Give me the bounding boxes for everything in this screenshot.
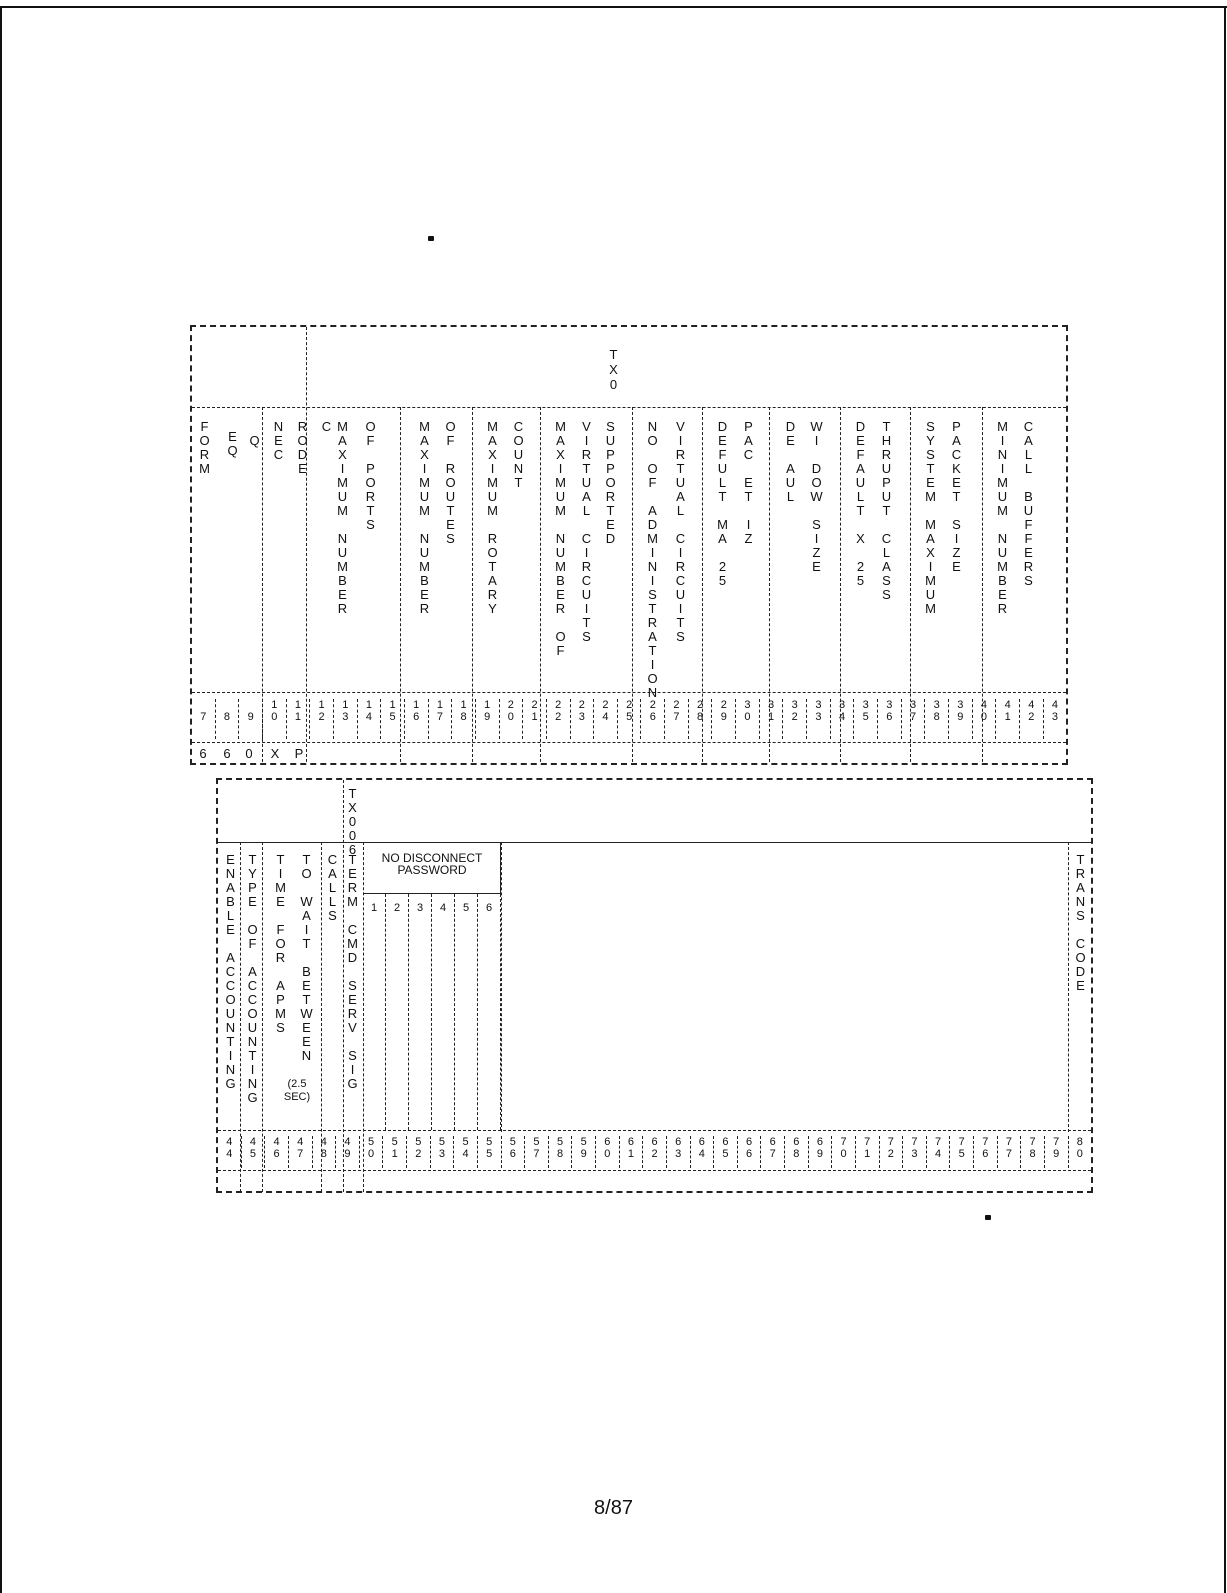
column-number [310, 699, 334, 739]
form-tx006-numbers-divider [218, 1130, 1091, 1131]
column-number [239, 699, 263, 739]
column-number [381, 699, 405, 739]
column-number-digit: 7 [1053, 1136, 1060, 1148]
column-number-digit: 5 [626, 711, 633, 723]
column-number-digit: 4 [1004, 699, 1011, 711]
column-number [832, 1136, 856, 1168]
column-number-digit: 3 [768, 699, 775, 711]
column-number-digit: 7 [533, 1148, 540, 1160]
col-header-admin-vc: VIRTUAL CIRCUITS [673, 419, 688, 643]
page-border-right [1224, 6, 1226, 1593]
column-number-digit: 4 [935, 1148, 942, 1160]
column-number-digit: 2 [555, 699, 562, 711]
column-number-digit: 8 [793, 1148, 800, 1160]
column-number [761, 1136, 785, 1168]
column-number-digit: 4 [344, 1136, 351, 1148]
column-number-digit: 0 [604, 1148, 611, 1160]
column-number [1021, 1136, 1045, 1168]
column-number-digit: 1 [864, 1148, 871, 1160]
form-tx006 [216, 778, 1093, 1193]
column-number [831, 699, 855, 739]
password-position [455, 894, 478, 1130]
page-number: 8/87 [594, 1497, 633, 1519]
column-number [571, 699, 595, 739]
column-number-digit: 2 [318, 711, 325, 723]
column-number-digit: 5 [391, 1136, 398, 1148]
column-number [502, 1136, 526, 1168]
column-number-digit: 4 [320, 1136, 327, 1148]
col-header-max-vc: MAXIMUM NUMBER OF [553, 419, 568, 657]
col-header-admin: NO OF ADMINISTRATION [645, 419, 660, 699]
column-number [1044, 699, 1067, 739]
column-number-digit: 6 [651, 1136, 658, 1148]
column-number-digit: 5 [486, 1148, 493, 1160]
password-position-label: 2 [393, 902, 401, 914]
entry-value: P [294, 746, 304, 761]
column-number-digit: 5 [722, 1148, 729, 1160]
column-number-digit: 6 [627, 1136, 634, 1148]
column-number [1045, 1136, 1069, 1168]
password-position [363, 894, 386, 1130]
col-header-of-ports: OF PORTS [363, 419, 378, 531]
col-header-max-routes: MAXIMUM NUMBER [417, 419, 432, 615]
column-number [643, 1136, 667, 1168]
column-number-digit: 6 [413, 711, 420, 723]
column-number [334, 699, 358, 739]
col-header-default-max: DEFULT MA 25 [715, 419, 730, 587]
column-number [712, 699, 736, 739]
column-number-digit: 3 [909, 699, 917, 711]
column-number-digit: 1 [365, 699, 372, 711]
column-number-digit: 3 [815, 711, 822, 723]
col-header-wait-between: TO WAIT BETWEEN [299, 852, 314, 1062]
column-number-digit: 6 [649, 711, 656, 723]
column-number-digit: 6 [816, 1136, 823, 1148]
column-number-digit: 8 [320, 1148, 327, 1160]
column-number-digit: 4 [980, 699, 988, 711]
form-tx006-title: TX006 [345, 786, 360, 856]
password-positions [363, 894, 501, 1130]
column-number-digit: 5 [415, 1136, 422, 1148]
column-number-digit: 4 [462, 1148, 469, 1160]
column-number-digit: 9 [1053, 1148, 1060, 1160]
column-number-digit: 4 [226, 1148, 233, 1160]
col-sep [343, 780, 344, 1192]
column-number [1069, 1136, 1092, 1168]
form-tx0 [190, 325, 1068, 765]
column-number-digit: 0 [368, 1148, 375, 1160]
password-position-label: 4 [439, 902, 447, 914]
form-tx006-header-divider [218, 842, 1091, 843]
column-number [949, 699, 973, 739]
column-number-digit: 3 [815, 699, 822, 711]
col-header-trans-code: TRANS CODE [1073, 852, 1088, 992]
password-position-label: 6 [485, 902, 493, 914]
col-header-eq: EQ [225, 429, 240, 457]
column-number-digit: 3 [886, 699, 893, 711]
column-number-strip [192, 699, 1066, 739]
column-number-digit: 8 [697, 711, 704, 723]
column-number-digit: 7 [982, 1136, 989, 1148]
column-number-digit: 8 [1029, 1148, 1036, 1160]
column-number-digit: 2 [415, 1148, 422, 1160]
column-number-digit: 2 [531, 699, 538, 711]
password-position [409, 894, 432, 1130]
password-position [386, 894, 409, 1130]
col-header-sys-packet-size: PACKET SIZE [949, 419, 964, 573]
column-number-digit: 7 [958, 1136, 965, 1148]
column-number-digit: 1 [436, 699, 443, 711]
col-header-packet-size: PAC ET IZ [741, 419, 756, 545]
column-number [738, 1136, 762, 1168]
col-header-max-ports: MAXIMUM NUMBER [335, 419, 350, 615]
col-header-call-buffers: CALL BUFFERS [1021, 419, 1036, 587]
column-number-digit: 5 [862, 711, 869, 723]
column-number-digit: 3 [744, 699, 751, 711]
column-number-digit: 2 [720, 699, 727, 711]
column-number-digit: 6 [769, 1136, 776, 1148]
column-number-digit: 2 [555, 711, 562, 723]
column-number-digit: 2 [651, 1148, 658, 1160]
column-number [383, 1136, 407, 1168]
column-number [289, 1136, 313, 1168]
col-header-form: FORM [197, 419, 212, 475]
column-number-digit: 7 [911, 1136, 918, 1148]
column-number [641, 699, 665, 739]
column-number [736, 699, 760, 739]
column-number [192, 699, 216, 739]
password-position-label: 1 [370, 902, 378, 914]
column-number-digit: 2 [673, 699, 680, 711]
col-header-supported: SUPPORTED [603, 419, 618, 545]
entry-value: 0 [245, 746, 253, 761]
column-number-digit: 2 [887, 1148, 894, 1160]
column-number-digit: 4 [273, 1136, 280, 1148]
column-number-digit: 1 [460, 699, 467, 711]
column-number-digit: 9 [580, 1148, 587, 1160]
col-header-calls: CALLS [325, 852, 340, 922]
column-number-digit: 1 [484, 699, 491, 711]
column-number [809, 1136, 833, 1168]
column-number-digit: 3 [675, 1148, 682, 1160]
column-number-digit: 6 [722, 1136, 729, 1148]
column-number-digit: 2 [626, 699, 633, 711]
column-number-digit: 6 [793, 1136, 800, 1148]
column-number [336, 1136, 360, 1168]
col-sep [306, 327, 307, 762]
col-header-time-for-apms: TIME FOR APMS [273, 852, 288, 1034]
column-number-digit: 7 [1005, 1136, 1012, 1148]
column-number-digit: 7 [909, 711, 917, 723]
column-number-digit: 5 [509, 1136, 516, 1148]
column-number-digit: 3 [342, 711, 349, 723]
column-number-digit: 6 [698, 1136, 705, 1148]
column-number-digit: 9 [344, 1148, 351, 1160]
column-number-digit: 2 [697, 699, 704, 711]
column-number-digit: 1 [768, 711, 775, 723]
column-number-digit: 0 [980, 711, 988, 723]
page-border-left [0, 6, 2, 1593]
col-sep [501, 842, 502, 1132]
column-number [407, 1136, 431, 1168]
column-number [572, 1136, 596, 1168]
col-header-thruput: THRUPUT CLASS [879, 419, 894, 601]
column-number [760, 699, 784, 739]
column-number-digit: 9 [720, 711, 727, 723]
column-number-digit: 3 [862, 699, 869, 711]
column-number-digit: 8 [1076, 1136, 1083, 1148]
column-number-digit: 7 [1029, 1136, 1036, 1148]
column-number-digit: 0 [507, 711, 514, 723]
column-number-digit: 2 [507, 699, 514, 711]
column-number [665, 699, 689, 739]
col-header-nec: NEC [271, 419, 286, 461]
column-number [242, 1136, 266, 1168]
column-number-digit: 1 [627, 1148, 634, 1160]
column-number [998, 1136, 1022, 1168]
col-header-default-x25: DEFAULT X 25 [853, 419, 868, 587]
column-number [854, 699, 878, 739]
column-number [358, 699, 382, 739]
column-number-digit: 6 [675, 1136, 682, 1148]
column-number-digit: 4 [698, 1148, 705, 1160]
password-block [363, 842, 501, 894]
password-position-label: 3 [416, 902, 424, 914]
column-number-digit: 4 [838, 711, 846, 723]
column-number [689, 699, 713, 739]
form-tx0-title: TX0 [606, 347, 621, 392]
column-number-digit: 9 [957, 711, 964, 723]
column-number-digit: 8 [557, 1148, 564, 1160]
password-label: NO DISCONNECT PASSWORD [381, 851, 483, 877]
column-number [549, 1136, 573, 1168]
column-number-digit: 2 [791, 711, 798, 723]
column-number [927, 1136, 951, 1168]
column-number-digit: 4 [365, 711, 372, 723]
column-number-digit: 7 [864, 1136, 871, 1148]
column-number [925, 699, 949, 739]
col-sep [1068, 842, 1069, 1132]
column-number-digit: 7 [1005, 1148, 1012, 1160]
col-header-system-max: SYSTEM MAXIMUM [923, 419, 938, 615]
column-number-digit: 6 [886, 711, 893, 723]
column-number-strip [218, 1136, 1091, 1168]
column-number-digit: 0 [1076, 1148, 1083, 1160]
column-number-digit: 1 [413, 699, 420, 711]
column-number-digit: 7 [887, 1136, 894, 1148]
column-number [996, 699, 1020, 739]
column-number-digit: 7 [436, 711, 443, 723]
column-number-digit: 2 [1028, 711, 1035, 723]
column-number-digit: 3 [838, 699, 846, 711]
col-header-count: COUNT [511, 419, 526, 489]
column-number-digit: 1 [271, 699, 278, 711]
column-number-digit: 6 [746, 1148, 753, 1160]
column-number [1020, 699, 1044, 739]
column-number [783, 699, 807, 739]
column-number [620, 1136, 644, 1168]
scan-speck [428, 236, 434, 241]
column-number-digit: 4 [602, 711, 609, 723]
form-tx0-values-divider [192, 742, 1066, 743]
column-number [596, 1136, 620, 1168]
column-number-digit: 5 [389, 711, 396, 723]
column-number-digit: 0 [744, 711, 751, 723]
column-number-digit: 0 [840, 1148, 847, 1160]
column-number-digit: 6 [509, 1148, 516, 1160]
column-number [903, 1136, 927, 1168]
col-header-of-routes: OF ROUTES [443, 419, 458, 545]
col-header-virtual-circuits: VIRTUAL CIRCUITS [579, 419, 594, 643]
column-number [878, 699, 902, 739]
column-number-digit: 5 [462, 1136, 469, 1148]
column-number-digit: 8 [223, 711, 231, 723]
column-number [902, 699, 926, 739]
scan-speck [985, 1215, 991, 1220]
column-number-digit: 5 [486, 1136, 493, 1148]
column-number-digit: 3 [957, 699, 964, 711]
col-header-term-cmd: TERM CMD SERV SIG [345, 852, 360, 1090]
column-number-digit: 5 [958, 1148, 965, 1160]
col-header-default: DE AUL [783, 419, 798, 503]
column-number-digit: 4 [297, 1136, 304, 1148]
column-number [714, 1136, 738, 1168]
column-number [431, 1136, 455, 1168]
column-number-digit: 2 [602, 699, 609, 711]
password-position [478, 894, 501, 1130]
column-number-digit: 8 [933, 711, 940, 723]
form-tx0-title-divider [192, 407, 1066, 408]
column-number [807, 699, 831, 739]
column-number-digit: 1 [531, 711, 538, 723]
col-header-c: C [319, 419, 334, 433]
column-number-digit: 4 [1051, 699, 1059, 711]
column-number [973, 699, 997, 739]
column-number [313, 1136, 337, 1168]
column-number [856, 1136, 880, 1168]
column-number-digit: 6 [746, 1136, 753, 1148]
column-number-digit: 1 [342, 699, 349, 711]
column-number [454, 1136, 478, 1168]
column-number [880, 1136, 904, 1168]
column-number-digit: 7 [297, 1148, 304, 1160]
column-number [950, 1136, 974, 1168]
wait-note: (2.5 SEC) [283, 1078, 311, 1103]
column-number-digit: 0 [271, 711, 278, 723]
column-number-digit: 7 [673, 711, 680, 723]
column-number-digit: 9 [816, 1148, 823, 1160]
column-number [785, 1136, 809, 1168]
col-header-min-number: MINIMUM NUMBER [995, 419, 1010, 615]
column-number [218, 1136, 242, 1168]
entry-value: 6 [199, 746, 207, 761]
column-number-digit: 2 [649, 699, 656, 711]
page-border-top [0, 6, 1227, 8]
column-number-digit: 1 [294, 699, 302, 711]
column-number [500, 699, 524, 739]
column-number-digit: 4 [249, 1136, 256, 1148]
column-number-digit: 5 [438, 1136, 445, 1148]
col-header-window-size: WI DOW SIZE [809, 419, 824, 573]
col-header-type-accounting: TYPE OF ACCOUNTING [245, 852, 260, 1104]
form-tx0-header-divider [192, 692, 1066, 693]
col-header-max-rotary: MAXIMUM ROTARY [485, 419, 500, 615]
col-header-rode: RODE [295, 419, 310, 475]
column-number-digit: 5 [249, 1148, 256, 1160]
column-number [216, 699, 240, 739]
column-number [265, 1136, 289, 1168]
column-number-digit: 3 [933, 699, 940, 711]
column-number-digit: 3 [911, 1148, 918, 1160]
column-number-digit: 1 [294, 711, 302, 723]
column-number-digit: 4 [226, 1136, 233, 1148]
column-number-digit: 7 [200, 711, 207, 723]
column-number [405, 699, 429, 739]
col-header-q: Q [247, 433, 262, 447]
column-number-digit: 9 [484, 711, 491, 723]
column-number [476, 699, 500, 739]
column-number-digit: 4 [1028, 699, 1035, 711]
column-number [525, 1136, 549, 1168]
column-number [974, 1136, 998, 1168]
column-number-digit: 1 [1004, 711, 1011, 723]
column-number-digit: 3 [578, 711, 585, 723]
form-tx006-values-divider [218, 1170, 1091, 1171]
column-number [691, 1136, 715, 1168]
column-number [618, 699, 642, 739]
column-number [287, 699, 311, 739]
column-number [263, 699, 287, 739]
column-number [478, 1136, 502, 1168]
password-position-label: 5 [462, 902, 470, 914]
column-number-digit: 2 [578, 699, 585, 711]
column-number-digit: 7 [840, 1136, 847, 1148]
column-number-digit: 1 [318, 699, 325, 711]
column-number-digit: 6 [604, 1136, 611, 1148]
column-number-digit: 1 [391, 1148, 398, 1160]
column-number-digit: 8 [460, 711, 467, 723]
column-number-digit: 6 [273, 1148, 280, 1160]
column-number-digit: 9 [247, 711, 254, 723]
column-number [429, 699, 453, 739]
column-number-digit: 5 [580, 1136, 587, 1148]
column-number-digit: 7 [769, 1148, 776, 1160]
column-number-digit: 6 [982, 1148, 989, 1160]
entry-value: X [270, 746, 280, 761]
column-number-digit: 7 [935, 1136, 942, 1148]
col-header-enable-accounting: ENABLE ACCOUNTING [223, 852, 238, 1090]
password-position [432, 894, 455, 1130]
column-number [452, 699, 476, 739]
column-number [594, 699, 618, 739]
column-number-digit: 5 [368, 1136, 375, 1148]
column-number-digit: 3 [791, 699, 798, 711]
column-number-digit: 5 [557, 1136, 564, 1148]
entry-value: 6 [223, 746, 231, 761]
column-number [523, 699, 547, 739]
column-number-digit: 3 [438, 1148, 445, 1160]
column-number-digit: 5 [533, 1136, 540, 1148]
column-number [360, 1136, 384, 1168]
column-number-digit: 3 [1051, 711, 1059, 723]
column-number [667, 1136, 691, 1168]
column-number [547, 699, 571, 739]
column-number-digit: 1 [389, 699, 396, 711]
